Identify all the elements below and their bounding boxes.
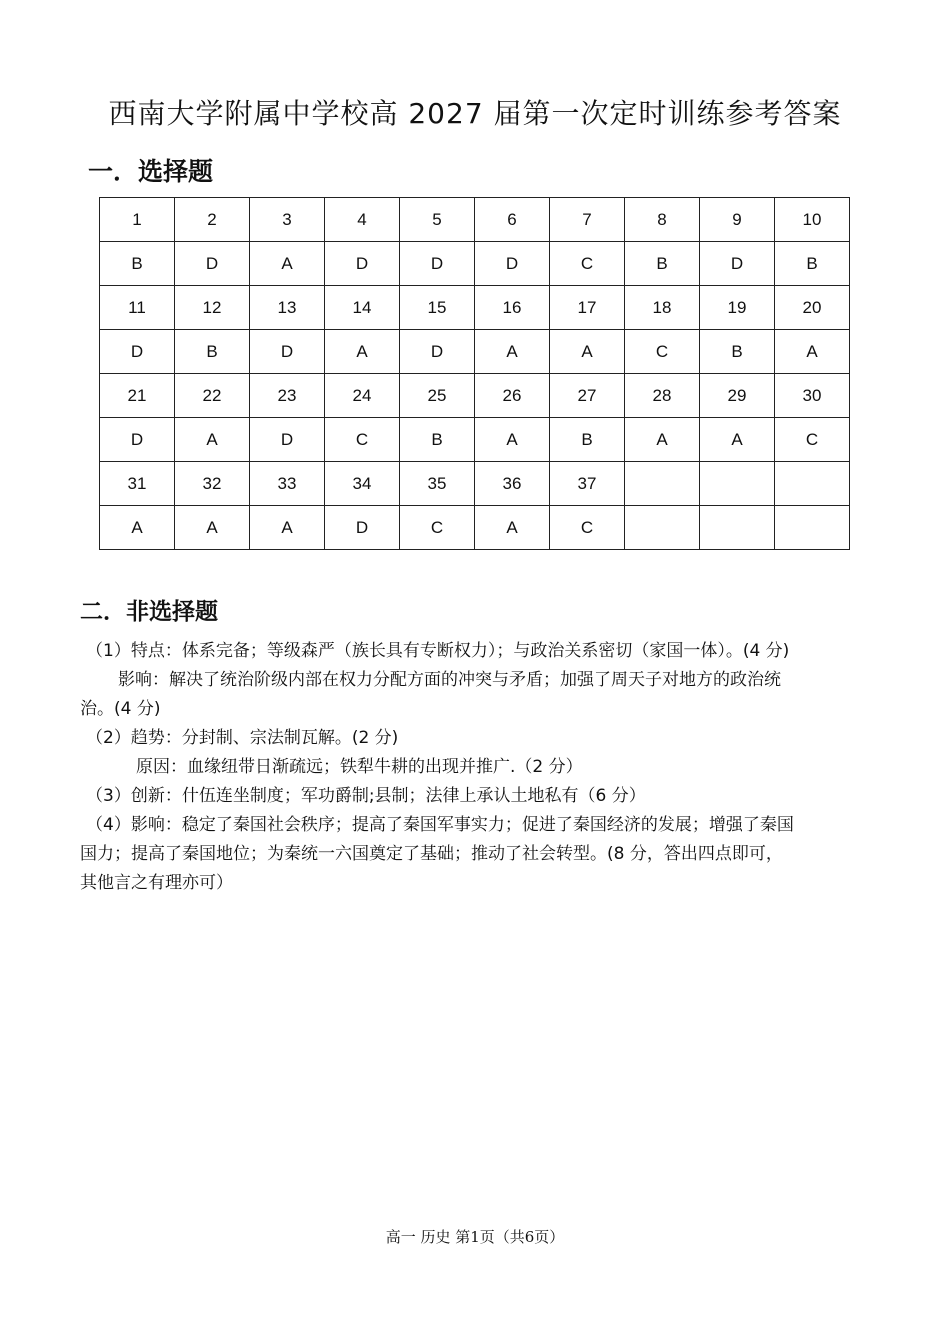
answer-cell: C bbox=[325, 418, 400, 462]
question-number-cell: 35 bbox=[400, 462, 475, 506]
section-heading-nonchoice: 二．非选择题 bbox=[80, 599, 218, 625]
answer-cell: C bbox=[550, 506, 625, 550]
answer-cell: B bbox=[625, 242, 700, 286]
question-number-cell: 25 bbox=[400, 374, 475, 418]
question-number-cell: 24 bbox=[325, 374, 400, 418]
answer-cell: A bbox=[175, 418, 250, 462]
answer-cell: B bbox=[700, 330, 775, 374]
answer-line: 治。(4 分) bbox=[80, 699, 161, 719]
answer-cell: A bbox=[775, 330, 850, 374]
answer-cell: D bbox=[700, 242, 775, 286]
answer-cell: B bbox=[100, 242, 175, 286]
answer-cell: A bbox=[475, 506, 550, 550]
question-number-cell: 32 bbox=[175, 462, 250, 506]
answer-cell: D bbox=[400, 330, 475, 374]
answer-line: （3）创新：什伍连坐制度；军功爵制;县制；法律上承认土地私有（6 分） bbox=[86, 786, 646, 806]
answer-line: 影响：解决了统治阶级内部在权力分配方面的冲突与矛盾；加强了周天子对地方的政治统 bbox=[118, 670, 781, 690]
answer-cell: C bbox=[400, 506, 475, 550]
document-title: 西南大学附属中学校高 2027 届第一次定时训练参考答案 bbox=[108, 97, 842, 130]
answer-cell: A bbox=[700, 418, 775, 462]
answer-line: 其他言之有理亦可） bbox=[80, 873, 233, 893]
answer-cell: D bbox=[400, 242, 475, 286]
question-number-cell: 21 bbox=[100, 374, 175, 418]
answer-line: 原因：血缘纽带日渐疏远；铁犁牛耕的出现并推广.（2 分） bbox=[136, 757, 583, 777]
question-number-cell: 34 bbox=[325, 462, 400, 506]
question-number-cell: 16 bbox=[475, 286, 550, 330]
answer-line: （1）特点：体系完备；等级森严（族长具有专断权力）；与政治关系密切（家国一体）。(4 分) bbox=[86, 641, 790, 661]
question-number-cell: 19 bbox=[700, 286, 775, 330]
section-heading-choice: 一．选择题 bbox=[88, 157, 214, 186]
answer-cell: D bbox=[325, 506, 400, 550]
table-row bbox=[100, 418, 850, 462]
question-number-cell: 30 bbox=[775, 374, 850, 418]
answer-cell: D bbox=[475, 242, 550, 286]
question-number-cell bbox=[625, 462, 700, 506]
question-number-cell: 26 bbox=[475, 374, 550, 418]
question-number-cell bbox=[700, 462, 775, 506]
question-number-cell: 36 bbox=[475, 462, 550, 506]
answer-cell: D bbox=[250, 418, 325, 462]
answer-cell: D bbox=[250, 330, 325, 374]
question-number-cell: 5 bbox=[400, 198, 475, 242]
table-row bbox=[100, 198, 850, 242]
answer-cell: A bbox=[325, 330, 400, 374]
answer-cell: B bbox=[550, 418, 625, 462]
answer-table bbox=[99, 197, 850, 550]
answer-cell: D bbox=[100, 418, 175, 462]
question-number-cell: 9 bbox=[700, 198, 775, 242]
answer-line: 国力；提高了秦国地位；为秦统一六国奠定了基础；推动了社会转型。(8 分，答出四点即可， bbox=[80, 844, 783, 864]
question-number-cell: 8 bbox=[625, 198, 700, 242]
question-number-cell: 10 bbox=[775, 198, 850, 242]
question-number-cell: 7 bbox=[550, 198, 625, 242]
answer-cell: C bbox=[550, 242, 625, 286]
table-row bbox=[100, 242, 850, 286]
question-number-cell: 18 bbox=[625, 286, 700, 330]
answer-line: （2）趋势：分封制、宗法制瓦解。(2 分) bbox=[86, 728, 399, 748]
answer-cell bbox=[700, 506, 775, 550]
answer-cell: B bbox=[775, 242, 850, 286]
question-number-cell: 27 bbox=[550, 374, 625, 418]
answer-cell: C bbox=[775, 418, 850, 462]
answer-cell: B bbox=[400, 418, 475, 462]
question-number-cell: 20 bbox=[775, 286, 850, 330]
question-number-cell: 13 bbox=[250, 286, 325, 330]
question-number-cell: 31 bbox=[100, 462, 175, 506]
question-number-cell: 14 bbox=[325, 286, 400, 330]
table-row bbox=[100, 374, 850, 418]
question-number-cell: 29 bbox=[700, 374, 775, 418]
question-number-cell: 6 bbox=[475, 198, 550, 242]
question-number-cell: 17 bbox=[550, 286, 625, 330]
question-number-cell: 28 bbox=[625, 374, 700, 418]
answer-cell: A bbox=[475, 330, 550, 374]
answer-cell: A bbox=[475, 418, 550, 462]
question-number-cell: 2 bbox=[175, 198, 250, 242]
question-number-cell bbox=[775, 462, 850, 506]
table-row bbox=[100, 462, 850, 506]
answer-cell: A bbox=[250, 242, 325, 286]
answer-text-block bbox=[80, 637, 880, 898]
table-row bbox=[100, 286, 850, 330]
answer-cell: C bbox=[625, 330, 700, 374]
answer-cell: A bbox=[175, 506, 250, 550]
question-number-cell: 22 bbox=[175, 374, 250, 418]
question-number-cell: 23 bbox=[250, 374, 325, 418]
question-number-cell: 11 bbox=[100, 286, 175, 330]
answer-cell bbox=[625, 506, 700, 550]
question-number-cell: 3 bbox=[250, 198, 325, 242]
answer-cell: A bbox=[250, 506, 325, 550]
answer-cell bbox=[775, 506, 850, 550]
question-number-cell: 1 bbox=[100, 198, 175, 242]
answer-cell: D bbox=[100, 330, 175, 374]
question-number-cell: 15 bbox=[400, 286, 475, 330]
question-number-cell: 33 bbox=[250, 462, 325, 506]
table-row bbox=[100, 330, 850, 374]
question-number-cell: 37 bbox=[550, 462, 625, 506]
answer-cell: D bbox=[175, 242, 250, 286]
answer-line: （4）影响：稳定了秦国社会秩序；提高了秦国军事实力；促进了秦国经济的发展；增强了秦国 bbox=[86, 815, 794, 835]
answer-cell: D bbox=[325, 242, 400, 286]
table-row bbox=[100, 506, 850, 550]
page-footer: 高一 历史 第1页（共6页） bbox=[385, 1228, 565, 1246]
answer-cell: A bbox=[550, 330, 625, 374]
answer-cell: B bbox=[175, 330, 250, 374]
answer-cell: A bbox=[625, 418, 700, 462]
question-number-cell: 12 bbox=[175, 286, 250, 330]
answer-cell: A bbox=[100, 506, 175, 550]
question-number-cell: 4 bbox=[325, 198, 400, 242]
